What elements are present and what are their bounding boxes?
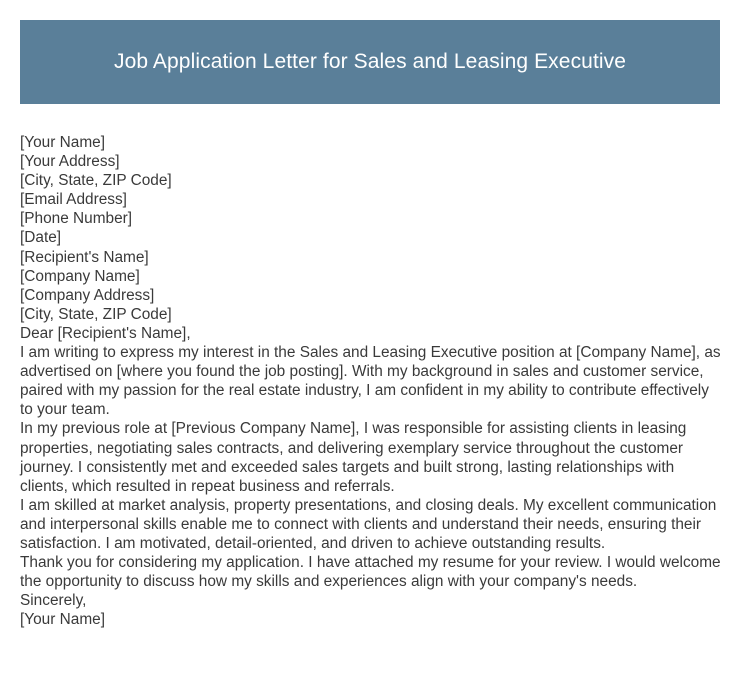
recipient-city-state-zip: [City, State, ZIP Code]: [20, 305, 172, 323]
signature: [Your Name]: [20, 611, 105, 629]
sender-phone: [Phone Number]: [20, 210, 133, 228]
recipient-company-address: [Company Address]: [20, 286, 155, 304]
paragraph-thanks: Thank you for considering my application. I have attached my resume for your review. I would welcome the opportunity to discuss how my skills and experiences align with your company's needs.: [20, 554, 721, 591]
closing: Sincerely,: [20, 592, 87, 610]
recipient-name: [Recipient's Name]: [20, 248, 149, 266]
sender-address: [Your Address]: [20, 153, 120, 171]
sender-name: [Your Name]: [20, 134, 105, 151]
page-title: Job Application Letter for Sales and Leasing Executive: [113, 50, 627, 73]
paragraph-skills: I am skilled at market analysis, property presentations, and closing deals. My excellent communication and interpersonal skills enable me to connect with clients and understand their needs, ensuring their satisfaction. I am motivated, detail-oriented, and driven to achieve outstanding results.: [20, 496, 717, 552]
letter-body: [20, 133, 722, 629]
sender-email: [Email Address]: [20, 191, 127, 209]
paragraph-experience: In my previous role at [Previous Company Name], I was responsible for assisting clients in leasing properties, negotiating sales contracts, and delivering exemplary service throughout the customer journey. I consistently met and exceeded sales targets and built strong, lasting relationships with clients, which resulted in repeat business and referrals.: [20, 420, 687, 495]
paragraph-intro: I am writing to express my interest in the Sales and Leasing Executive position at [Company Name], as advertised on [where you found the job posting]. With my background in sales and customer service, paired with my passion for the real estate industry, I am confident in my ability to contribute effectively to your team.: [20, 344, 721, 419]
letter-title-banner: [20, 20, 720, 104]
recipient-company: [Company Name]: [20, 267, 140, 285]
letter-date: [Date]: [20, 229, 62, 247]
sender-city-state-zip: [City, State, ZIP Code]: [20, 172, 172, 190]
salutation: Dear [Recipient's Name],: [20, 324, 191, 342]
